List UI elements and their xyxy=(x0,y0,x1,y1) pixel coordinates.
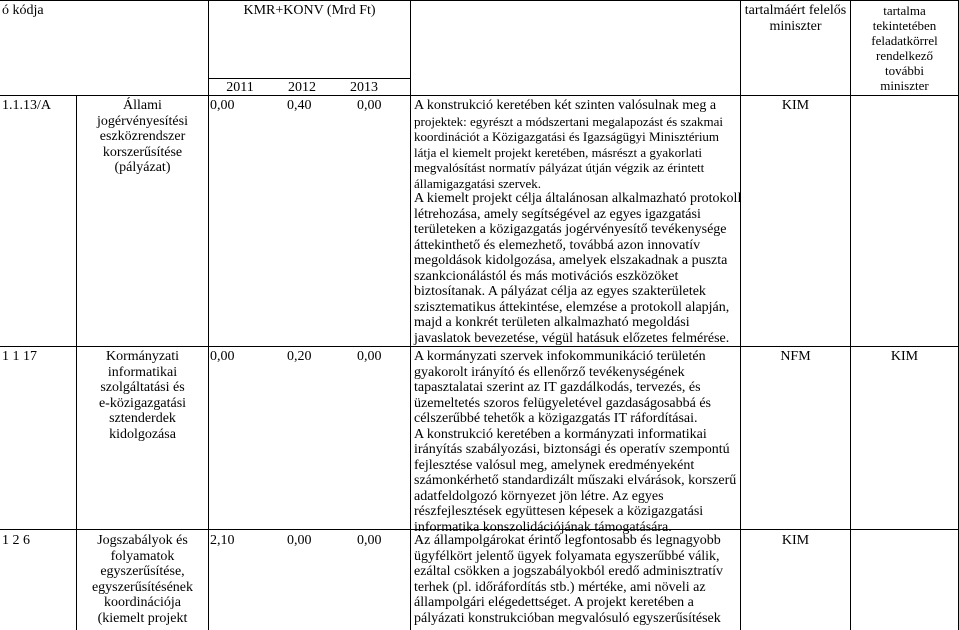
row3-desc-line-1: Az állampolgárokat érintő legfontosabb és legnagyobb xyxy=(414,533,721,548)
grid-top-border xyxy=(0,0,959,1)
grid-col-values-right xyxy=(410,0,411,630)
row2-desc-line-1: A kormányzati szervek infokommunikáció területén xyxy=(414,349,706,364)
row2-desc-line-2: gyakorolt irányító és ellenőrző tevékenységének xyxy=(414,364,685,380)
row1-desc-line-16: javaslatok bevezetése, végül hatásuk előzetes felmérése. xyxy=(414,330,730,346)
header-responsible-line-2: miniszter xyxy=(769,18,822,34)
row2-desc-line-12: informatika konszolidációjának támogatására. xyxy=(414,519,672,535)
row1-description xyxy=(414,98,741,346)
row2-desc-line-8: fejlesztése valósul meg, amelynek eredményeként xyxy=(414,457,695,473)
row2-desc-line-5: célszerűbbé tehetők a közigazgatás IT ráfordításai. xyxy=(414,411,698,426)
row2-value-2012: 0,20 xyxy=(287,349,312,364)
row1-responsible: KIM xyxy=(781,98,810,113)
row2-name-line-1: Kormányzati xyxy=(105,349,180,364)
row2-name-line-5: sztenderdek xyxy=(109,411,176,426)
row1-desc-line-6: államigazgatási szervek. xyxy=(414,175,542,191)
row1-name-line-3: eszközrendszer xyxy=(99,129,186,144)
row2-desc-line-10: adatfeldolgozó környezet jön létre. Az egyes xyxy=(414,488,664,504)
grid-header-bottom xyxy=(0,95,959,96)
row2-desc-line-3: tapasztalatai szerint az IT gazdálkodás, tervezés, és xyxy=(414,380,701,395)
row2-value-2013: 0,00 xyxy=(357,349,382,364)
row3-desc-line-2: ügyfélkört jelentő ügyek folyamata egyszerűbbé válik, xyxy=(414,548,720,564)
row2-name-line-4: e-közigazgatási xyxy=(98,395,187,411)
row3-desc-line-6: pályázati konstrukcióban megvalósuló egyszerűsítések xyxy=(414,610,721,626)
row1-desc-line-15: majd a konkrét területen alkalmazható megoldási xyxy=(414,315,690,330)
row1-name xyxy=(77,98,208,176)
row3-value-2013: 0,00 xyxy=(357,533,382,548)
grid-col-resp-right xyxy=(850,0,851,630)
row2-desc-line-11: részfejlesztések együttesen képesek a közigazgatási xyxy=(414,504,704,519)
row3-value-2011: 2,10 xyxy=(210,533,235,548)
row1-value-2011: 0,00 xyxy=(210,98,235,113)
row2-desc-line-6: A konstrukció keretében a kormányzati informatikai xyxy=(414,426,707,442)
row3-value-2012: 0,00 xyxy=(287,533,312,548)
row1-name-line-5: (pályázat) xyxy=(114,160,171,175)
header-responsible xyxy=(741,3,850,34)
header-coop xyxy=(851,3,958,93)
row1-name-line-1: Állami xyxy=(123,98,162,113)
header-code: ó kódja xyxy=(2,3,44,18)
row1-desc-line-9: területeken a közigazgatás jogérvényesítő tevékenysége xyxy=(414,222,727,237)
row2-desc-line-7: irányítás szabályozási, biztonsági és operatív szempontú xyxy=(414,442,730,457)
row2-description xyxy=(414,349,736,535)
row2-name-line-3: szolgáltatási és xyxy=(100,380,185,395)
row1-desc-line-4: látja el kiemelt projekt keretében, másrészt a gyakorlati xyxy=(414,144,703,160)
row1-desc-line-10: áttekinthető és elemezhető, továbbá azon innovatív xyxy=(414,237,701,253)
row1-value-2012: 0,40 xyxy=(287,98,312,113)
header-responsible-line-1: tartalmáért felelős xyxy=(744,3,847,18)
row2-coop: KIM xyxy=(890,349,919,364)
header-year-2013: 2013 xyxy=(350,80,378,95)
row3-name-line-1: Jogszabályok és xyxy=(97,533,188,548)
header-coop-line-2: tekintetében xyxy=(872,18,937,33)
row2-name-line-6: kidolgozása xyxy=(109,426,176,442)
row3-code: 1 2 6 xyxy=(2,533,30,548)
row1-code: 1.1.13/A xyxy=(2,98,51,113)
row1-desc-line-13: biztosítanak. A pályázat célja az egyes szakterületek xyxy=(414,284,706,299)
row1-desc-line-2: projektek: egyrészt a módszertani megalapozást és szakmai xyxy=(414,113,723,129)
row3-name-line-4: egyszerűsítésének xyxy=(91,579,194,595)
header-coop-line-3: feladatkörrel xyxy=(871,33,938,48)
row3-name-line-6: (kiemelt projekt xyxy=(97,610,188,626)
row1-desc-line-11: megoldások kidolgozása, amelyek elszakadnak a puszta xyxy=(414,253,728,268)
row3-name xyxy=(77,533,208,626)
row2-desc-line-9: számonkérhető standardizált műszaki elvárások, korszerű xyxy=(414,473,737,488)
row2-name-line-2: informatikai xyxy=(107,364,178,380)
row1-name-line-4: korszerűsítése xyxy=(102,144,183,160)
row1-desc-line-3: koordinációt a Közigazgatási és Igazságügyi Minisztérium xyxy=(414,129,720,144)
row3-name-line-3: egyszerűsítése, xyxy=(100,564,185,579)
row3-desc-line-3: ezáltal csökken a jogszabályokból eredő adminisztratív xyxy=(414,564,724,579)
grid-years-top xyxy=(208,78,410,79)
row3-description xyxy=(414,533,723,626)
row1-desc-line-14: szisztematikus áttekintése, elemzése a protokoll alapján, xyxy=(414,299,730,315)
header-coop-line-1: tartalma xyxy=(883,3,926,18)
row3-name-line-2: folyamatok xyxy=(110,548,175,564)
row3-name-line-5: koordinációja xyxy=(104,595,181,610)
header-year-2012: 2012 xyxy=(288,80,316,95)
row2-code: 1 1 17 xyxy=(2,349,37,364)
header-amount: KMR+KONV (Mrd Ft) xyxy=(243,3,376,18)
row1-name-line-2: jogérvényesítési xyxy=(97,113,188,129)
header-coop-line-4: rendelkező xyxy=(875,48,934,63)
row1-value-2013: 0,00 xyxy=(357,98,382,113)
row2-responsible: NFM xyxy=(780,349,811,364)
row2-value-2011: 0,00 xyxy=(210,349,235,364)
row2-desc-line-4: üzemeltetés szoros felügyeletével gazdaságosabbá és xyxy=(414,395,711,411)
row2-name xyxy=(77,349,208,442)
row1-desc-line-8: létrehozása, amely segítségével az egyes igazgatási xyxy=(414,206,701,222)
row1-desc-line-1: A konstrukció keretében két szinten valósulnak meg a xyxy=(414,98,717,113)
header-year-2011: 2011 xyxy=(226,80,254,95)
grid-row1-bottom xyxy=(0,346,959,347)
row1-desc-line-5: megvalósítást normatív pályázat útján végzik az érintett xyxy=(414,160,705,175)
header-coop-line-6: miniszter xyxy=(880,78,929,93)
row1-desc-line-12: szankcionálástól és más motivációs eszközöket xyxy=(414,268,679,284)
header-coop-line-5: további xyxy=(885,63,924,78)
row3-responsible: KIM xyxy=(781,533,810,548)
row1-desc-line-7: A kiemelt projekt célja általánosan alkalmazható protokoll xyxy=(414,191,742,206)
row3-desc-line-4: terhek (pl. időráfordítás stb.) mértéke, ami növeli az xyxy=(414,579,706,595)
grid-col-name-right xyxy=(208,0,209,630)
row3-desc-line-5: állampolgári elégedettséget. A projekt keretében a xyxy=(414,595,694,610)
